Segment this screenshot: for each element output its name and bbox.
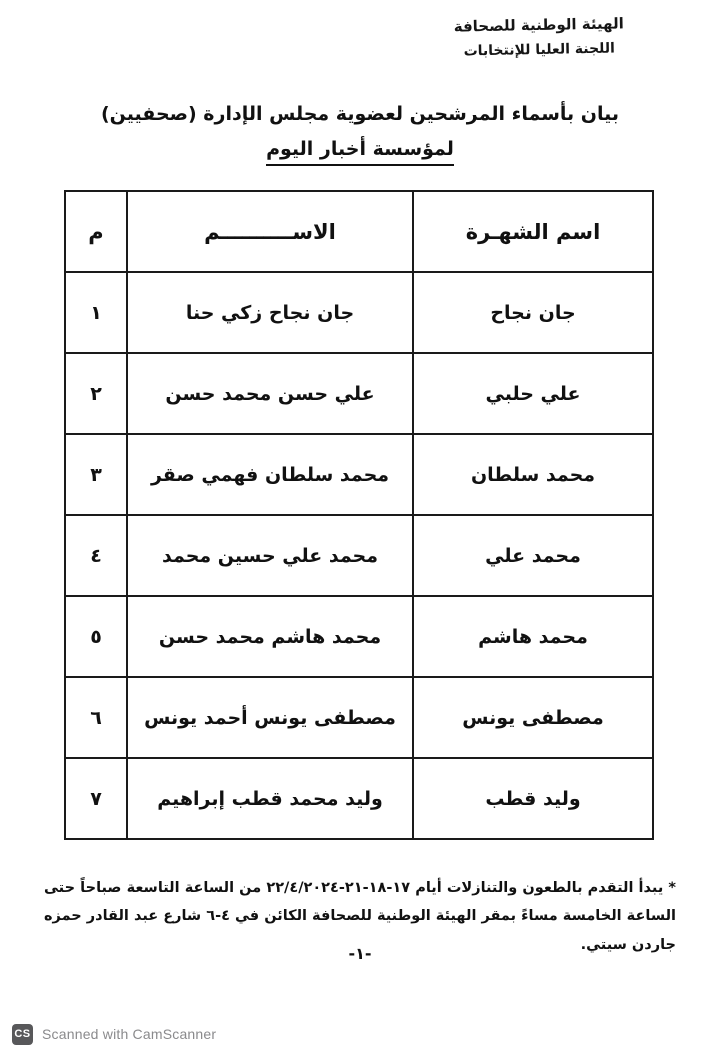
candidates-table-wrapper: [66, 190, 654, 840]
table-header-row: [65, 191, 653, 272]
cell-number: ٤: [65, 515, 127, 596]
table-row: [65, 758, 653, 839]
table-row: [65, 353, 653, 434]
cell-fame-name: وليد قطب: [413, 758, 653, 839]
title-line-2: لمؤسسة أخبار اليوم: [266, 135, 454, 167]
letterhead: [454, 12, 625, 62]
table-row: [65, 434, 653, 515]
table-row: [65, 272, 653, 353]
candidates-table: [64, 190, 654, 840]
camscanner-watermark: [0, 1012, 720, 1055]
footnote-text: * يبدأ التقدم بالطعون والتنازلات أيام ١٧-١٨-٢١-٢٢/٤/٢٠٢٤ من الساعة التاسعة صباحاً حتى الساعة الخامسة مساءً بمقر الهيئة الوطنية للصحافة الكائن في ٤-٦ شارع عبد القادر حمزه جاردن سيتي.: [44, 880, 676, 953]
document-title: [0, 100, 720, 166]
column-header-number: م: [65, 191, 127, 272]
cell-fame-name: جان نجاح: [413, 272, 653, 353]
cell-number: ٥: [65, 596, 127, 677]
title-line-1: بيان بأسماء المرشحين لعضوية مجلس الإدارة (صحفيين): [100, 103, 620, 125]
column-header-fame-name: اسم الشهـرة: [413, 191, 653, 272]
cell-fame-name: محمد هاشم: [413, 596, 653, 677]
cell-fame-name: محمد علي: [413, 515, 653, 596]
cell-number: ٣: [65, 434, 127, 515]
cell-name: محمد سلطان فهمي صقر: [127, 434, 413, 515]
cell-name: علي حسن محمد حسن: [127, 353, 413, 434]
column-header-name: الاســــــــــم: [127, 191, 413, 272]
cell-name: محمد هاشم محمد حسن: [127, 596, 413, 677]
cell-name: مصطفى يونس أحمد يونس: [127, 677, 413, 758]
camscanner-label: Scanned with CamScanner: [42, 1026, 217, 1042]
table-row: [65, 677, 653, 758]
cell-number: ٧: [65, 758, 127, 839]
table-row: [65, 515, 653, 596]
cell-fame-name: مصطفى يونس: [413, 677, 653, 758]
letterhead-line-1: الهيئة الوطنية للصحافة: [453, 14, 624, 36]
page-number: -١-: [348, 944, 372, 963]
cell-number: ٢: [65, 353, 127, 434]
cell-fame-name: علي حلبي: [413, 353, 653, 434]
cell-number: ٦: [65, 677, 127, 758]
camscanner-logo-icon: CS: [12, 1024, 33, 1045]
cell-name: محمد علي حسين محمد: [127, 515, 413, 596]
cell-name: وليد محمد قطب إبراهيم: [127, 758, 413, 839]
cell-fame-name: محمد سلطان: [413, 434, 653, 515]
letterhead-line-2: اللجنة العليا للإنتخابات: [463, 40, 615, 59]
cell-name: جان نجاح زكي حنا: [127, 272, 413, 353]
cell-number: ١: [65, 272, 127, 353]
table-row: [65, 596, 653, 677]
